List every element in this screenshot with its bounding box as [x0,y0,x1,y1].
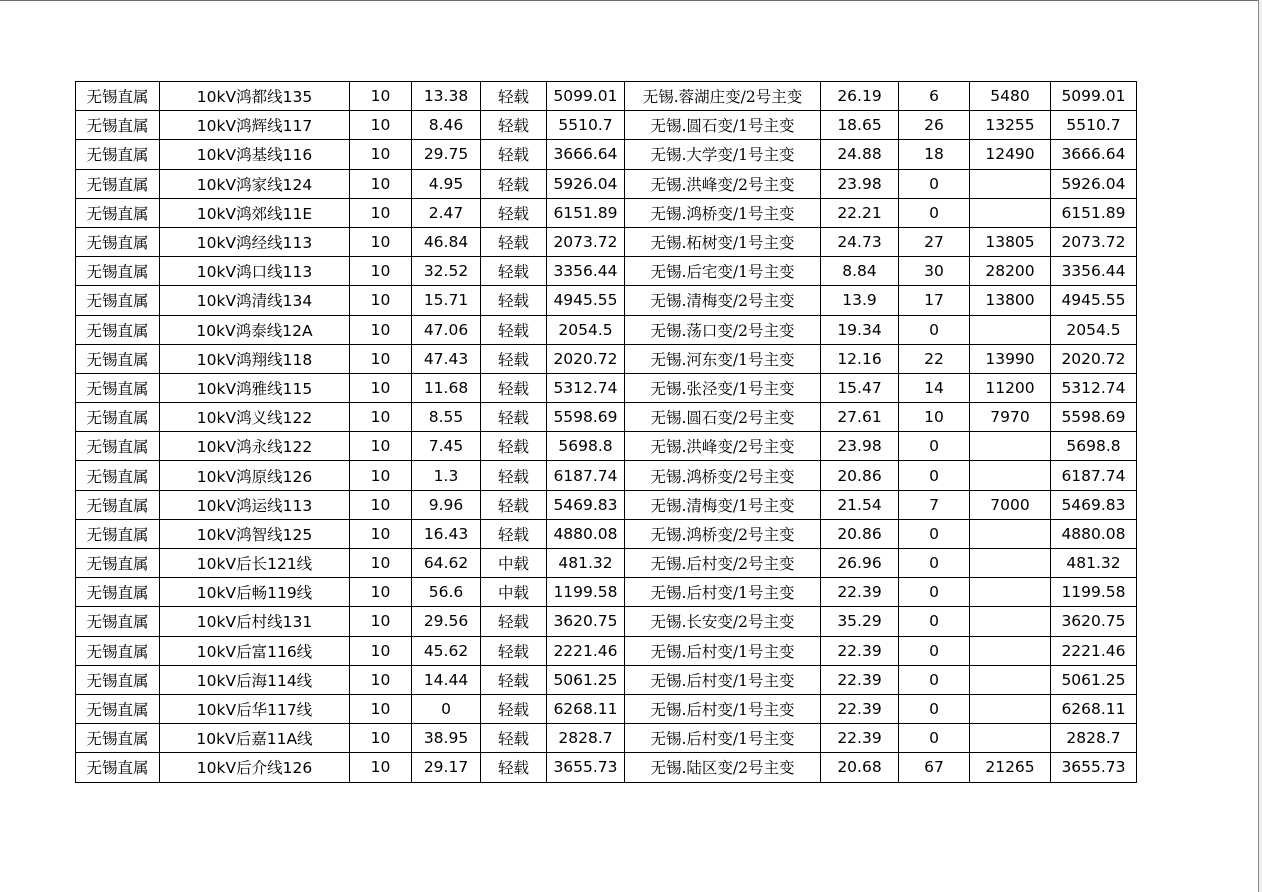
feeder-name-cell: 10kV鸿原线126 [160,461,350,490]
unit-cell: 无锡直属 [76,665,160,694]
spare-capacity-cell: 4880.08 [547,519,625,548]
user-capacity-cell [970,636,1051,665]
spare-capacity-cell: 5312.74 [547,373,625,402]
spare-capacity-cell: 5061.25 [547,665,625,694]
load-status-cell: 轻载 [481,169,547,198]
table-row [76,227,1137,256]
feeder-name-cell: 10kV后介线126 [160,753,350,782]
table-row [76,198,1137,227]
transformer-cell: 无锡.长安变/2号主变 [625,607,821,636]
transformer-cell: 无锡.柘树变/1号主变 [625,227,821,256]
available-capacity-cell: 6268.11 [1051,694,1137,723]
user-capacity-cell [970,694,1051,723]
table-row [76,286,1137,315]
transformer-cell: 无锡.张泾变/1号主变 [625,373,821,402]
unit-cell: 无锡直属 [76,315,160,344]
unit-cell: 无锡直属 [76,694,160,723]
spare-capacity-cell: 481.32 [547,549,625,578]
transformer-cell: 无锡.荡口变/2号主变 [625,315,821,344]
user-capacity-cell [970,724,1051,753]
transformer-cell: 无锡.后村变/1号主变 [625,694,821,723]
available-capacity-cell: 2221.46 [1051,636,1137,665]
available-capacity-cell: 5312.74 [1051,373,1137,402]
voltage-cell: 10 [350,519,412,548]
load-rate-cell: 64.62 [412,549,481,578]
load-status-cell: 轻载 [481,257,547,286]
user-capacity-cell: 13990 [970,344,1051,373]
voltage-cell: 10 [350,549,412,578]
transformer-cell: 无锡.圆石变/1号主变 [625,111,821,140]
unit-cell: 无锡直属 [76,373,160,402]
user-count-cell: 27 [899,227,970,256]
available-capacity-cell: 2073.72 [1051,227,1137,256]
user-count-cell: 0 [899,519,970,548]
user-capacity-cell [970,578,1051,607]
available-capacity-cell: 481.32 [1051,549,1137,578]
table-row [76,344,1137,373]
transformer-load-rate-cell: 22.39 [821,694,899,723]
user-count-cell: 0 [899,724,970,753]
user-count-cell: 0 [899,607,970,636]
user-count-cell: 0 [899,549,970,578]
voltage-cell: 10 [350,257,412,286]
transformer-load-rate-cell: 23.98 [821,169,899,198]
table-row [76,169,1137,198]
transformer-load-rate-cell: 35.29 [821,607,899,636]
available-capacity-cell: 5926.04 [1051,169,1137,198]
spare-capacity-cell: 3356.44 [547,257,625,286]
feeder-name-cell: 10kV后海114线 [160,665,350,694]
transformer-load-rate-cell: 26.96 [821,549,899,578]
user-count-cell: 67 [899,753,970,782]
user-count-cell: 0 [899,694,970,723]
table-row [76,461,1137,490]
available-capacity-cell: 3620.75 [1051,607,1137,636]
transformer-load-rate-cell: 22.39 [821,636,899,665]
load-rate-cell: 11.68 [412,373,481,402]
spare-capacity-cell: 5926.04 [547,169,625,198]
load-status-cell: 轻载 [481,227,547,256]
transformer-load-rate-cell: 8.84 [821,257,899,286]
user-count-cell: 7 [899,490,970,519]
unit-cell: 无锡直属 [76,549,160,578]
user-count-cell: 18 [899,140,970,169]
feeder-name-cell: 10kV后华117线 [160,694,350,723]
table-row [76,724,1137,753]
load-rate-cell: 29.17 [412,753,481,782]
load-rate-cell: 29.75 [412,140,481,169]
voltage-cell: 10 [350,607,412,636]
load-status-cell: 轻载 [481,694,547,723]
user-count-cell: 30 [899,257,970,286]
load-status-cell: 轻载 [481,607,547,636]
user-capacity-cell: 13805 [970,227,1051,256]
load-rate-cell: 16.43 [412,519,481,548]
voltage-cell: 10 [350,111,412,140]
load-status-cell: 轻载 [481,373,547,402]
table-row [76,111,1137,140]
table-row [76,694,1137,723]
transformer-load-rate-cell: 18.65 [821,111,899,140]
voltage-cell: 10 [350,665,412,694]
feeder-name-cell: 10kV鸿基线116 [160,140,350,169]
table-row [76,636,1137,665]
feeder-name-cell: 10kV后村线131 [160,607,350,636]
voltage-cell: 10 [350,490,412,519]
load-status-cell: 轻载 [481,403,547,432]
feeder-name-cell: 10kV鸿都线135 [160,82,350,111]
voltage-cell: 10 [350,140,412,169]
user-count-cell: 0 [899,461,970,490]
load-status-cell: 中载 [481,549,547,578]
transformer-load-rate-cell: 20.86 [821,461,899,490]
voltage-cell: 10 [350,169,412,198]
available-capacity-cell: 2054.5 [1051,315,1137,344]
transformer-cell: 无锡.后村变/1号主变 [625,665,821,694]
user-capacity-cell: 5480 [970,82,1051,111]
load-rate-cell: 8.55 [412,403,481,432]
load-rate-cell: 32.52 [412,257,481,286]
transformer-load-rate-cell: 22.39 [821,665,899,694]
available-capacity-cell: 2020.72 [1051,344,1137,373]
load-rate-cell: 15.71 [412,286,481,315]
transformer-cell: 无锡.后村变/1号主变 [625,636,821,665]
table-row [76,753,1137,782]
spare-capacity-cell: 1199.58 [547,578,625,607]
spare-capacity-cell: 2221.46 [547,636,625,665]
load-rate-cell: 9.96 [412,490,481,519]
user-count-cell: 0 [899,432,970,461]
spare-capacity-cell: 6268.11 [547,694,625,723]
unit-cell: 无锡直属 [76,198,160,227]
voltage-cell: 10 [350,753,412,782]
unit-cell: 无锡直属 [76,169,160,198]
user-capacity-cell [970,549,1051,578]
available-capacity-cell: 5469.83 [1051,490,1137,519]
unit-cell: 无锡直属 [76,286,160,315]
spare-capacity-cell: 5510.7 [547,111,625,140]
load-rate-cell: 14.44 [412,665,481,694]
voltage-cell: 10 [350,636,412,665]
transformer-load-rate-cell: 23.98 [821,432,899,461]
feeder-load-table [75,81,1137,783]
page-top-border [0,0,1262,1]
load-rate-cell: 2.47 [412,198,481,227]
load-status-cell: 轻载 [481,315,547,344]
voltage-cell: 10 [350,724,412,753]
load-status-cell: 轻载 [481,198,547,227]
voltage-cell: 10 [350,403,412,432]
user-count-cell: 0 [899,169,970,198]
transformer-load-rate-cell: 22.39 [821,724,899,753]
user-count-cell: 0 [899,315,970,344]
transformer-load-rate-cell: 15.47 [821,373,899,402]
load-rate-cell: 56.6 [412,578,481,607]
table-row [76,82,1137,111]
table-body [76,82,1137,783]
table-row [76,432,1137,461]
load-rate-cell: 47.06 [412,315,481,344]
user-capacity-cell: 7970 [970,403,1051,432]
transformer-cell: 无锡.后宅变/1号主变 [625,257,821,286]
transformer-cell: 无锡.清梅变/1号主变 [625,490,821,519]
available-capacity-cell: 3666.64 [1051,140,1137,169]
spare-capacity-cell: 2020.72 [547,344,625,373]
unit-cell: 无锡直属 [76,724,160,753]
available-capacity-cell: 3356.44 [1051,257,1137,286]
user-capacity-cell: 13255 [970,111,1051,140]
transformer-load-rate-cell: 22.21 [821,198,899,227]
voltage-cell: 10 [350,198,412,227]
spare-capacity-cell: 5698.8 [547,432,625,461]
available-capacity-cell: 2828.7 [1051,724,1137,753]
user-capacity-cell [970,169,1051,198]
unit-cell: 无锡直属 [76,344,160,373]
voltage-cell: 10 [350,286,412,315]
feeder-name-cell: 10kV鸿泰线12A [160,315,350,344]
spare-capacity-cell: 3666.64 [547,140,625,169]
user-capacity-cell: 12490 [970,140,1051,169]
unit-cell: 无锡直属 [76,578,160,607]
transformer-cell: 无锡.后村变/2号主变 [625,549,821,578]
voltage-cell: 10 [350,432,412,461]
load-status-cell: 轻载 [481,111,547,140]
voltage-cell: 10 [350,82,412,111]
feeder-name-cell: 10kV后富116线 [160,636,350,665]
transformer-cell: 无锡.洪峰变/2号主变 [625,169,821,198]
spare-capacity-cell: 5598.69 [547,403,625,432]
feeder-name-cell: 10kV后长121线 [160,549,350,578]
transformer-load-rate-cell: 13.9 [821,286,899,315]
transformer-cell: 无锡.清梅变/2号主变 [625,286,821,315]
load-status-cell: 轻载 [481,519,547,548]
user-capacity-cell [970,315,1051,344]
feeder-name-cell: 10kV鸿辉线117 [160,111,350,140]
spare-capacity-cell: 5469.83 [547,490,625,519]
voltage-cell: 10 [350,344,412,373]
feeder-name-cell: 10kV鸿口线113 [160,257,350,286]
transformer-cell: 无锡.圆石变/2号主变 [625,403,821,432]
feeder-name-cell: 10kV后畅119线 [160,578,350,607]
unit-cell: 无锡直属 [76,227,160,256]
table-row [76,549,1137,578]
load-rate-cell: 0 [412,694,481,723]
feeder-name-cell: 10kV鸿运线113 [160,490,350,519]
available-capacity-cell: 4945.55 [1051,286,1137,315]
load-rate-cell: 7.45 [412,432,481,461]
load-status-cell: 轻载 [481,140,547,169]
transformer-cell: 无锡.陆区变/2号主变 [625,753,821,782]
table-row [76,519,1137,548]
table-row [76,665,1137,694]
unit-cell: 无锡直属 [76,432,160,461]
available-capacity-cell: 4880.08 [1051,519,1137,548]
spare-capacity-cell: 6151.89 [547,198,625,227]
transformer-load-rate-cell: 24.73 [821,227,899,256]
load-status-cell: 轻载 [481,636,547,665]
user-capacity-cell: 28200 [970,257,1051,286]
unit-cell: 无锡直属 [76,111,160,140]
transformer-cell: 无锡.河东变/1号主变 [625,344,821,373]
user-count-cell: 22 [899,344,970,373]
transformer-cell: 无锡.鸿桥变/2号主变 [625,519,821,548]
spare-capacity-cell: 6187.74 [547,461,625,490]
feeder-name-cell: 10kV鸿义线122 [160,403,350,432]
load-status-cell: 轻载 [481,344,547,373]
unit-cell: 无锡直属 [76,403,160,432]
load-rate-cell: 46.84 [412,227,481,256]
user-capacity-cell [970,432,1051,461]
table-row [76,403,1137,432]
user-capacity-cell [970,665,1051,694]
spare-capacity-cell: 4945.55 [547,286,625,315]
unit-cell: 无锡直属 [76,519,160,548]
load-rate-cell: 1.3 [412,461,481,490]
user-count-cell: 0 [899,578,970,607]
table-row [76,490,1137,519]
feeder-name-cell: 10kV鸿经线113 [160,227,350,256]
load-status-cell: 轻载 [481,753,547,782]
transformer-load-rate-cell: 20.68 [821,753,899,782]
transformer-cell: 无锡.后村变/1号主变 [625,578,821,607]
voltage-cell: 10 [350,578,412,607]
available-capacity-cell: 6151.89 [1051,198,1137,227]
user-count-cell: 10 [899,403,970,432]
feeder-name-cell: 10kV后嘉11A线 [160,724,350,753]
unit-cell: 无锡直属 [76,607,160,636]
load-rate-cell: 4.95 [412,169,481,198]
user-count-cell: 17 [899,286,970,315]
user-capacity-cell: 11200 [970,373,1051,402]
load-rate-cell: 38.95 [412,724,481,753]
table-row [76,607,1137,636]
user-capacity-cell: 13800 [970,286,1051,315]
table-row [76,315,1137,344]
load-status-cell: 轻载 [481,490,547,519]
transformer-cell: 无锡.鸿桥变/1号主变 [625,198,821,227]
available-capacity-cell: 5099.01 [1051,82,1137,111]
load-status-cell: 轻载 [481,432,547,461]
voltage-cell: 10 [350,694,412,723]
voltage-cell: 10 [350,227,412,256]
load-status-cell: 轻载 [481,724,547,753]
user-count-cell: 26 [899,111,970,140]
transformer-load-rate-cell: 24.88 [821,140,899,169]
table-row [76,257,1137,286]
voltage-cell: 10 [350,315,412,344]
user-count-cell: 0 [899,665,970,694]
available-capacity-cell: 3655.73 [1051,753,1137,782]
load-status-cell: 轻载 [481,665,547,694]
unit-cell: 无锡直属 [76,257,160,286]
load-rate-cell: 8.46 [412,111,481,140]
user-count-cell: 14 [899,373,970,402]
available-capacity-cell: 1199.58 [1051,578,1137,607]
user-capacity-cell: 21265 [970,753,1051,782]
load-status-cell: 中载 [481,578,547,607]
load-rate-cell: 13.38 [412,82,481,111]
transformer-load-rate-cell: 19.34 [821,315,899,344]
load-status-cell: 轻载 [481,286,547,315]
transformer-load-rate-cell: 20.86 [821,519,899,548]
available-capacity-cell: 5510.7 [1051,111,1137,140]
transformer-load-rate-cell: 27.61 [821,403,899,432]
unit-cell: 无锡直属 [76,140,160,169]
feeder-name-cell: 10kV鸿雅线115 [160,373,350,402]
user-count-cell: 0 [899,198,970,227]
table-row [76,578,1137,607]
feeder-name-cell: 10kV鸿郊线11E [160,198,350,227]
available-capacity-cell: 6187.74 [1051,461,1137,490]
feeder-name-cell: 10kV鸿智线125 [160,519,350,548]
load-rate-cell: 29.56 [412,607,481,636]
load-rate-cell: 45.62 [412,636,481,665]
transformer-load-rate-cell: 12.16 [821,344,899,373]
user-capacity-cell [970,519,1051,548]
unit-cell: 无锡直属 [76,461,160,490]
user-capacity-cell [970,198,1051,227]
load-status-cell: 轻载 [481,461,547,490]
available-capacity-cell: 5698.8 [1051,432,1137,461]
feeder-name-cell: 10kV鸿家线124 [160,169,350,198]
table-row [76,373,1137,402]
voltage-cell: 10 [350,373,412,402]
transformer-cell: 无锡.洪峰变/2号主变 [625,432,821,461]
feeder-name-cell: 10kV鸿翔线118 [160,344,350,373]
unit-cell: 无锡直属 [76,753,160,782]
spare-capacity-cell: 5099.01 [547,82,625,111]
user-capacity-cell: 7000 [970,490,1051,519]
transformer-cell: 无锡.蓉湖庄变/2号主变 [625,82,821,111]
transformer-load-rate-cell: 22.39 [821,578,899,607]
unit-cell: 无锡直属 [76,82,160,111]
spare-capacity-cell: 2054.5 [547,315,625,344]
unit-cell: 无锡直属 [76,490,160,519]
transformer-cell: 无锡.大学变/1号主变 [625,140,821,169]
transformer-cell: 无锡.鸿桥变/2号主变 [625,461,821,490]
transformer-load-rate-cell: 21.54 [821,490,899,519]
available-capacity-cell: 5061.25 [1051,665,1137,694]
transformer-load-rate-cell: 26.19 [821,82,899,111]
spare-capacity-cell: 2073.72 [547,227,625,256]
spare-capacity-cell: 3620.75 [547,607,625,636]
load-rate-cell: 47.43 [412,344,481,373]
spare-capacity-cell: 3655.73 [547,753,625,782]
spare-capacity-cell: 2828.7 [547,724,625,753]
table-row [76,140,1137,169]
feeder-name-cell: 10kV鸿清线134 [160,286,350,315]
load-status-cell: 轻载 [481,82,547,111]
feeder-name-cell: 10kV鸿永线122 [160,432,350,461]
user-capacity-cell [970,461,1051,490]
voltage-cell: 10 [350,461,412,490]
user-count-cell: 6 [899,82,970,111]
unit-cell: 无锡直属 [76,636,160,665]
user-capacity-cell [970,607,1051,636]
user-count-cell: 0 [899,636,970,665]
transformer-cell: 无锡.后村变/1号主变 [625,724,821,753]
available-capacity-cell: 5598.69 [1051,403,1137,432]
